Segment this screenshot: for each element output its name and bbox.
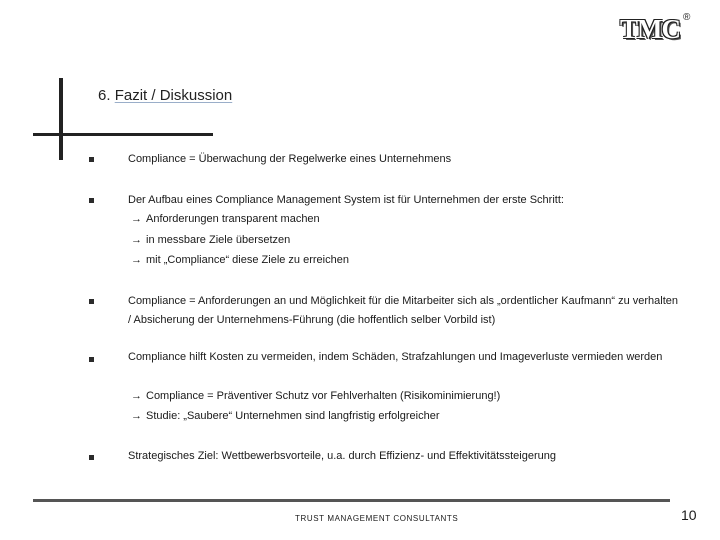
decorative-horizontal-rule [33,133,213,136]
arrow-right-icon: → [131,254,142,266]
sub-item: → mit „Compliance“ diese Ziele zu erreichen [131,254,349,266]
bullet-item-1: Compliance = Überwachung der Regelwerke eines Unternehmens [128,153,452,165]
registered-mark: ® [683,12,691,23]
sub-item: → Anforderungen transparent machen [131,213,320,225]
page-number: 10 [681,507,697,523]
sub-item: → in messbare Ziele übersetzen [131,234,291,246]
arrow-right-icon: → [131,390,142,402]
footer-company-name: TRUST MANAGEMENT CONSULTANTS [295,514,459,523]
company-logo: TMC [620,14,680,44]
title-number: 6. [98,87,111,104]
sub-item: → Studie: „Saubere“ Unternehmen sind langfristig erfolgreicher [131,410,440,422]
sub-item: → Compliance = Präventiver Schutz vor Fehlverhalten (Risikominimierung!) [131,390,501,402]
bullet-item-4: Compliance hilft Kosten zu vermeiden, indem Schäden, Strafzahlungen und Imageverluste vermieden werden [128,351,663,363]
arrow-right-icon: → [131,234,142,246]
bullet-item-2: Der Aufbau eines Compliance Management System ist für Unternehmen der erste Schritt: [128,194,564,206]
arrow-right-icon: → [131,410,142,422]
bullet-icon [89,299,94,304]
bullet-item-5: Strategisches Ziel: Wettbewerbsvorteile, u.a. durch Effizienz- und Effektivitätssteigerung [128,450,556,462]
bullet-icon [89,157,94,162]
footer-rule [33,499,670,502]
slide-title [98,87,232,104]
arrow-right-icon: → [131,213,142,225]
bullet-icon [89,455,94,460]
bullet-icon [89,198,94,203]
title-text: Fazit / Diskussion [114,87,233,104]
bullet-icon [89,357,94,362]
bullet-item-3: Compliance = Anforderungen an und Möglichkeit für die Mitarbeiter sich als „ordentlicher Kaufmann“ zu verhalten / Absicherung der Unternehmens-Führung (die hoffentlich selber Vorbild ist) [128,295,678,326]
decorative-vertical-rule [59,78,63,160]
